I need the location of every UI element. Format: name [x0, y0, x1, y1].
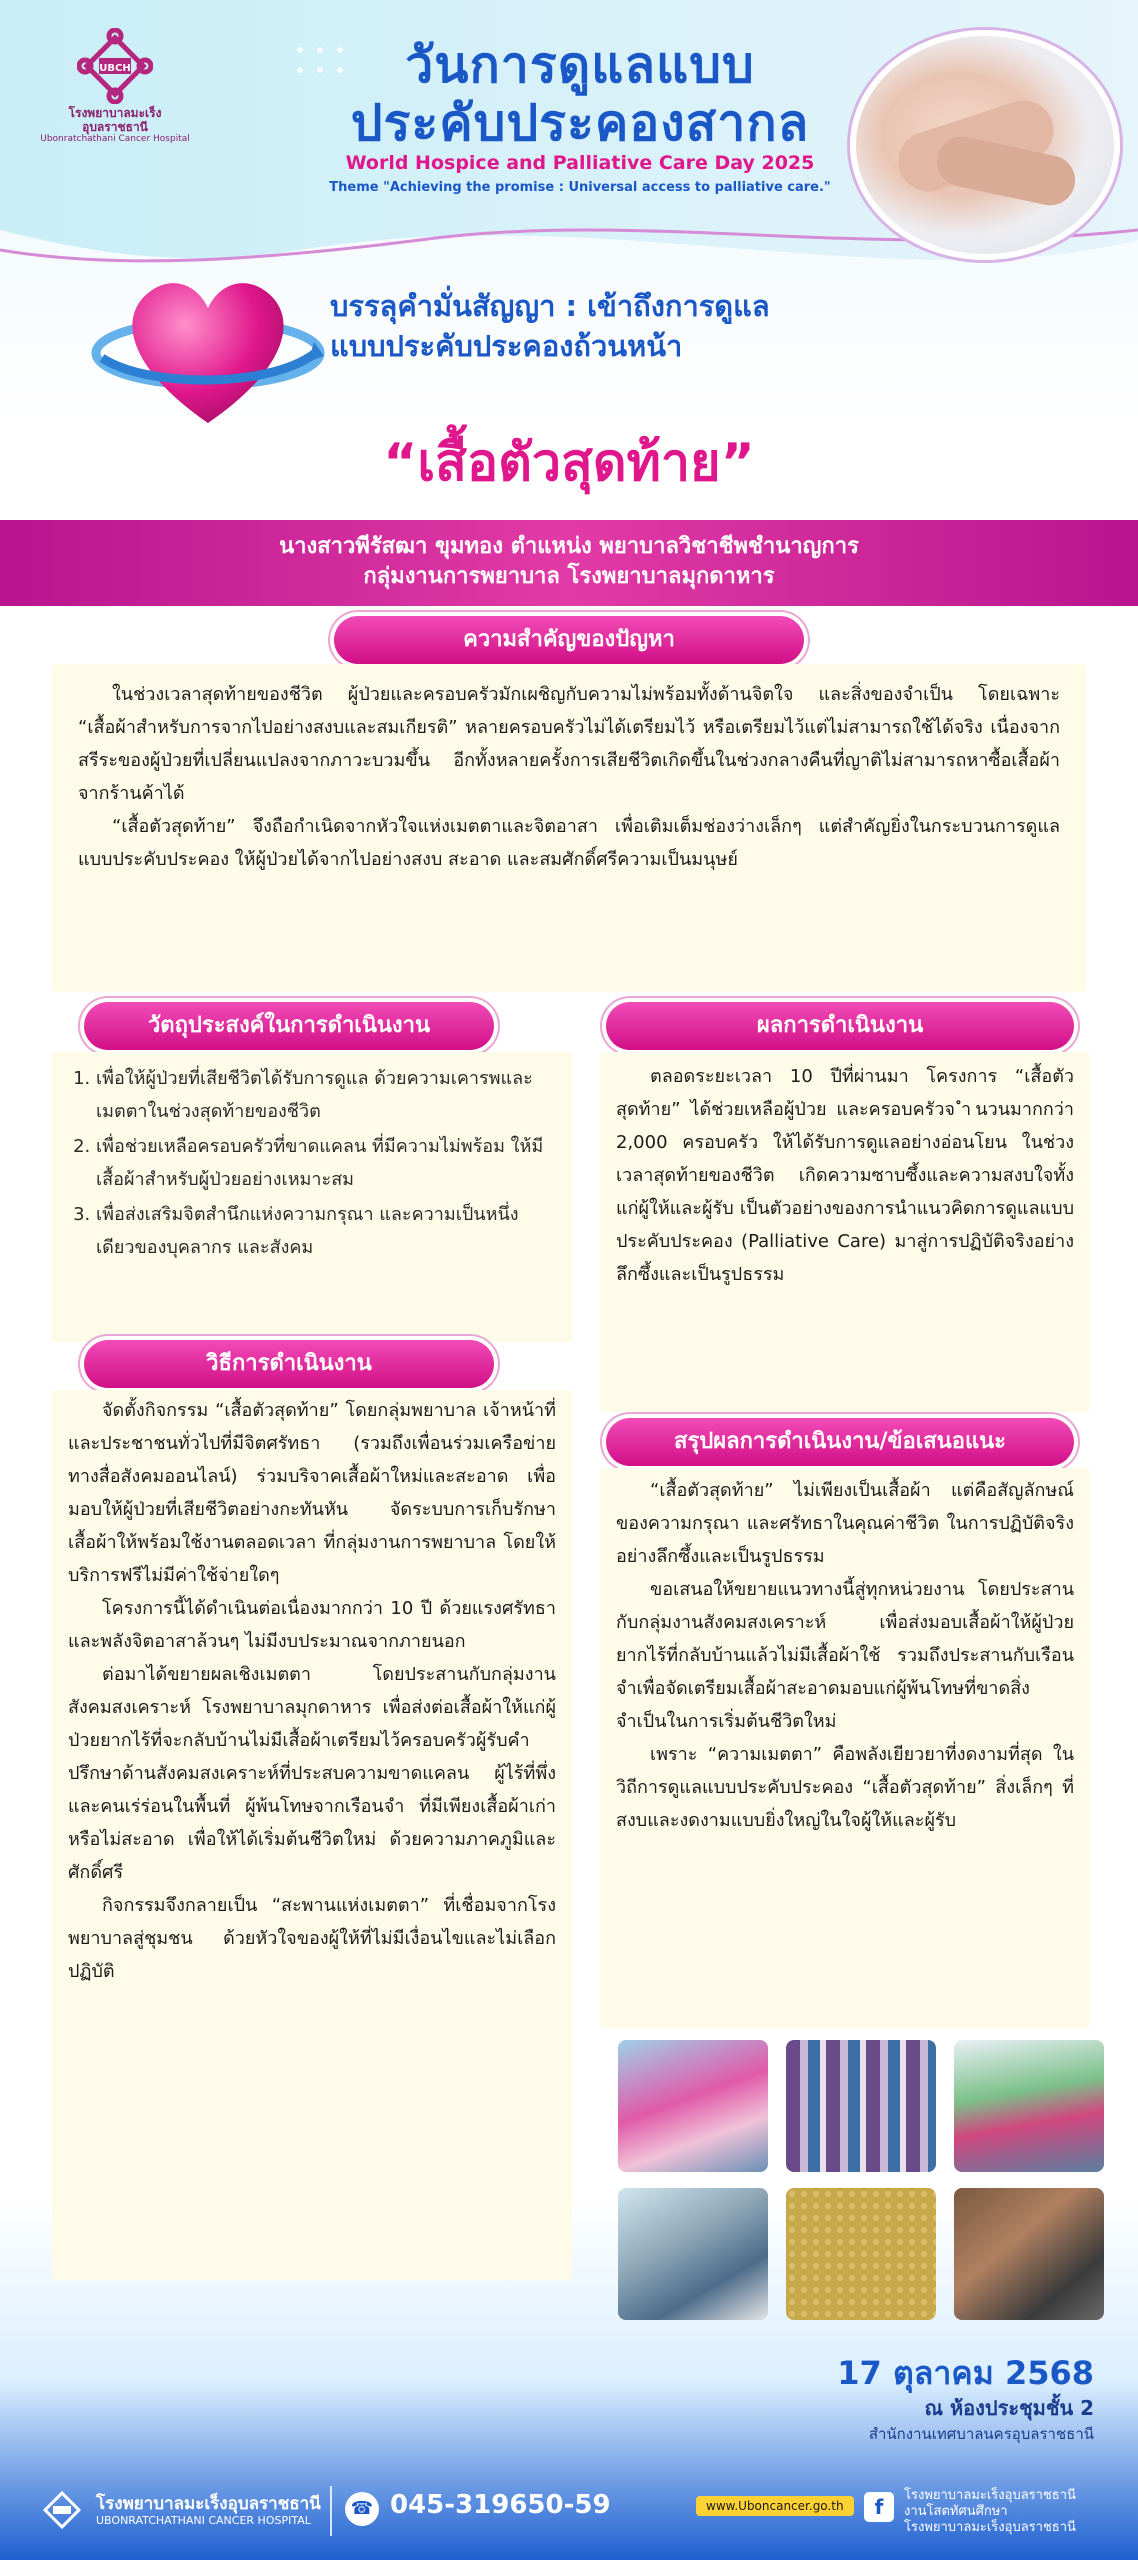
photo-1 — [618, 2040, 768, 2172]
title-line2: ประคับประคองสากล — [350, 94, 810, 152]
title-en: World Hospice and Palliative Care Day 2025 — [345, 152, 815, 174]
results-para: ตลอดระยะเวลา 10 ปีที่ผ่านมา โครงการ “เสื้อตัวสุดท้าย” ได้ช่วยเหลือผู้ป่วย และครอบครัวจ ำนวนมากกว่า 2,000 ครอบครัว ให้ได้รับการดูแลอย่างอ่อนโยน ในช่วงเวลาสุดท้ายของชีวิต เกิดความซาบซึ้งและความสงบใจทั้งแก่ผู้ให้และผู้รับ เป็นตัวอย่างของการนำแนวคิดการดูแลแบบประคับประคอง (Palliative Care) มาสู่การปฏิบัติจริงอย่างลึกซึ้งและเป็นรูปธรรม — [616, 1066, 1074, 1285]
pledge-line1: บรรลุคำมั่นสัญญา : เข้าถึงการดูแล — [330, 289, 770, 323]
objective-item: 1. เพื่อให้ผู้ป่วยที่เสียชีวิตได้รับการดูแล ด้วยความเคารพและเมตตาในช่วงสุดท้ายของชีวิต — [96, 1062, 554, 1128]
footer-name-en: UBONRATCHATHANI CANCER HOSPITAL — [96, 2514, 311, 2527]
hands-photo — [850, 30, 1120, 260]
event-org: สำนักงานเทศบาลนครอุบลราชธานี — [868, 2425, 1094, 2443]
method-header: วิธีการดำเนินงาน — [84, 1340, 494, 1388]
objective-item: 2. เพื่อช่วยเหลือครอบครัวที่ขาดแคลน ที่มีความไม่พร้อม ให้มีเสื้อผ้าสำหรับผู้ป่วยอย่างเหมาะสม — [96, 1130, 554, 1196]
method-para: โครงการนี้ได้ดำเนินต่อเนื่องมากกว่า 10 ปี ด้วยแรงศรัทธา และพลังจิตอาสาล้วนๆ ไม่มีงบประมาณจากภายนอก — [68, 1598, 556, 1652]
objective-item: 3. เพื่อส่งเสริมจิตสำนึกแห่งความกรุณา และความเป็นหนึ่งเดียวของบุคลากร และสังคม — [96, 1198, 554, 1264]
logo-knot-icon — [77, 28, 153, 104]
hospital-logo — [40, 28, 190, 178]
main-title: “เสื้อตัวสุดท้าย” — [383, 433, 755, 493]
method-para: จัดตั้งกิจกรรม “เสื้อตัวสุดท้าย” โดยกลุ่มพยาบาล เจ้าหน้าที่ และประชาชนทั่วไปที่มีจิตศรัทธา (รวมถึงเพื่อนร่วมเครือข่ายทางสื่อสังคมออนไลน์) ร่วมบริจาคเสื้อผ้าใหม่และสะอาด เพื่อมอบให้ผู้ป่วยที่เสียชีวิตอย่างกะทันหัน จัดระบบการเก็บรักษาเสื้อผ้าให้พร้อมใช้งานตลอดเวลา ที่กลุ่มงานการพยาบาล โดยให้บริการฟรีไม่มีค่าใช้จ่ายใดๆ — [68, 1400, 556, 1586]
importance-para: “เสื้อตัวสุดท้าย” จึงถือกำเนิดจากหัวใจแห่งเมตตาและจิตอาสา เพื่อเติมเต็มช่องว่างเล็กๆ แต่สำคัญยิ่งในกระบวนการดูแลแบบประคับประคอง ให้ผู้ป่วยได้จากไปอย่างสงบ สะอาด และสมศักดิ์ศรีความเป็นมนุษย์ — [78, 816, 1060, 870]
footer-website-link[interactable]: www.Uboncancer.go.th — [696, 2496, 854, 2516]
event-date: 17 ตุลาคม 2568 — [837, 2354, 1094, 2392]
photo-2 — [786, 2040, 936, 2172]
photo-5 — [786, 2188, 936, 2320]
method-para: ต่อมาได้ขยายผลเชิงเมตตา โดยประสานกับกลุ่มงานสังคมสงเคราะห์ โรงพยาบาลมุกดาหาร เพื่อส่งต่อเสื้อผ้าให้แก่ผู้ป่วยยากไร้ที่จะกลับบ้านไม่มีเสื้อผ้าเตรียมไว้ครอบครัวผู้รับคำปรึกษาด้านสังคมสงเคราะห์ที่ประสบความขาดแคลน ผู้ไร้ที่พึ่ง และคนเร่ร่อนในพื้นที่ ผู้พ้นโทษจากเรือนจำ ที่มีเพียงเสื้อผ้าเก่าหรือไม่สะอาด เพื่อให้ได้เริ่มต้นชีวิตใหม่ ด้วยความภาคภูมิและศักดิ์ศรี — [68, 1664, 556, 1883]
objectives-header: วัตถุประสงค์ในการดำเนินงาน — [84, 1002, 494, 1050]
fb-line1: โรงพยาบาลมะเร็งอุบลราชธานี — [904, 2488, 1076, 2503]
logo-initials: UBCH — [99, 63, 131, 74]
author-band — [0, 520, 1138, 606]
event-room: ณ ห้องประชุมชั้น 2 — [924, 2396, 1094, 2420]
footer-phone[interactable]: 045-319650-59 — [390, 2490, 611, 2520]
heart-icon — [88, 258, 328, 438]
photo-6 — [954, 2188, 1104, 2320]
logo-name-en: Ubonratchathani Cancer Hospital — [40, 134, 190, 144]
page-title — [300, 36, 860, 152]
conclusion-para: เพราะ “ความเมตตา” คือพลังเยียวยาที่งดงามที่สุด ในวิถีการดูแลแบบประคับประคอง “เสื้อตัวสุดท้าย” สิ่งเล็กๆ ที่สงบและงดงามแบบยิ่งใหญ่ในใจผู้ให้และผู้รับ — [616, 1744, 1074, 1831]
fb-line3: โรงพยาบาลมะเร็งอุบลราชธานี — [904, 2520, 1076, 2535]
importance-para: ในช่วงเวลาสุดท้ายของชีวิต ผู้ป่วยและครอบครัวมักเผชิญกับความไม่พร้อมทั้งด้านจิตใจ และสิ่งของจำเป็น โดยเฉพาะ “เสื้อผ้าสำหรับการจากไปอย่างสงบและสมเกียรติ” หลายครอบครัวไม่ได้เตรียมไว้ หรือเตรียมไว้แต่ไม่สามารถใช้ได้จริง เนื่องจากสรีระของผู้ป่วยที่เปลี่ยนแปลงจากภาวะบวมขึ้น อีกทั้งหลายครั้งการเสียชีวิตเกิดขึ้นในช่วงกลางคืนที่ญาติไม่สามารถหาซื้อเสื้อผ้าจากร้านค้าได้ — [78, 684, 1060, 804]
results-header: ผลการดำเนินงาน — [606, 1002, 1074, 1050]
logo-name-th: โรงพยาบาลมะเร็ง อุบลราชธานี — [68, 106, 162, 134]
method-box — [52, 1390, 572, 2280]
phone-icon: ☎ — [345, 2492, 379, 2526]
objectives-list — [62, 1062, 554, 1264]
footer-facebook[interactable] — [904, 2488, 1076, 2536]
photo-3 — [954, 2040, 1104, 2172]
footer — [0, 2460, 1138, 2560]
title-line1: วันการดูแลแบบ — [405, 36, 755, 94]
conclusion-box — [600, 1468, 1090, 2028]
objectives-box — [52, 1052, 572, 1342]
pledge-text — [330, 286, 910, 366]
conclusion-header: สรุปผลการดำเนินงาน/ข้อเสนอแนะ — [606, 1418, 1074, 1466]
importance-box — [52, 664, 1086, 992]
conclusion-para: ขอเสนอให้ขยายแนวทางนี้สู่ทุกหน่วยงาน โดยประสานกับกลุ่มงานสังคมสงเคราะห์ เพื่อส่งมอบเสื้อผ้าให้ผู้ป่วยยากไร้ที่กลับบ้านแล้วไม่มีเสื้อผ้าใช้ รวมถึงประสานกับเรือนจำเพื่อจัดเตรียมเสื้อผ้าสะอาดมอบแก่ผู้พ้นโทษที่ขาดสิ่งจำเป็นในการเริ่มต้นชีวิตใหม่ — [616, 1579, 1074, 1732]
theme-en: Theme "Achieving the promise : Universal access to palliative care." — [329, 180, 831, 195]
results-box — [600, 1052, 1090, 1412]
footer-divider — [330, 2486, 332, 2536]
importance-header: ความสำคัญของปัญหา — [334, 616, 804, 664]
author-line1: นางสาวพีรัสฒา ขุมทอง ตำแหน่ง พยาบาลวิชาชีพชำนาญการ — [279, 534, 859, 559]
pledge-line2: แบบประคับประคองถ้วนหน้า — [330, 329, 683, 363]
fb-line2: งานโสตทัศนศึกษา — [904, 2504, 1008, 2519]
photo-4 — [618, 2188, 768, 2320]
footer-logo-icon — [40, 2488, 84, 2532]
footer-name-th: โรงพยาบาลมะเร็งอุบลราชธานี — [96, 2494, 321, 2514]
facebook-icon[interactable]: f — [864, 2492, 894, 2522]
author-line2: กลุ่มงานการพยาบาล โรงพยาบาลมุกดาหาร — [363, 564, 775, 589]
method-para: กิจกรรมจึงกลายเป็น “สะพานแห่งเมตตา” ที่เชื่อมจากโรงพยาบาลสู่ชุมชน ด้วยหัวใจของผู้ให้ที่ไม่มีเงื่อนไขและไม่เลือกปฏิบัติ — [68, 1895, 556, 1982]
conclusion-para: “เสื้อตัวสุดท้าย” ไม่เพียงเป็นเสื้อผ้า แต่คือสัญลักษณ์ของความกรุณา และศรัทธาในคุณค่าชีวิต ในการปฏิบัติจริงอย่างลึกซึ้งและเป็นรูปธรรม — [616, 1480, 1074, 1567]
activity-photos — [618, 2040, 1108, 2330]
